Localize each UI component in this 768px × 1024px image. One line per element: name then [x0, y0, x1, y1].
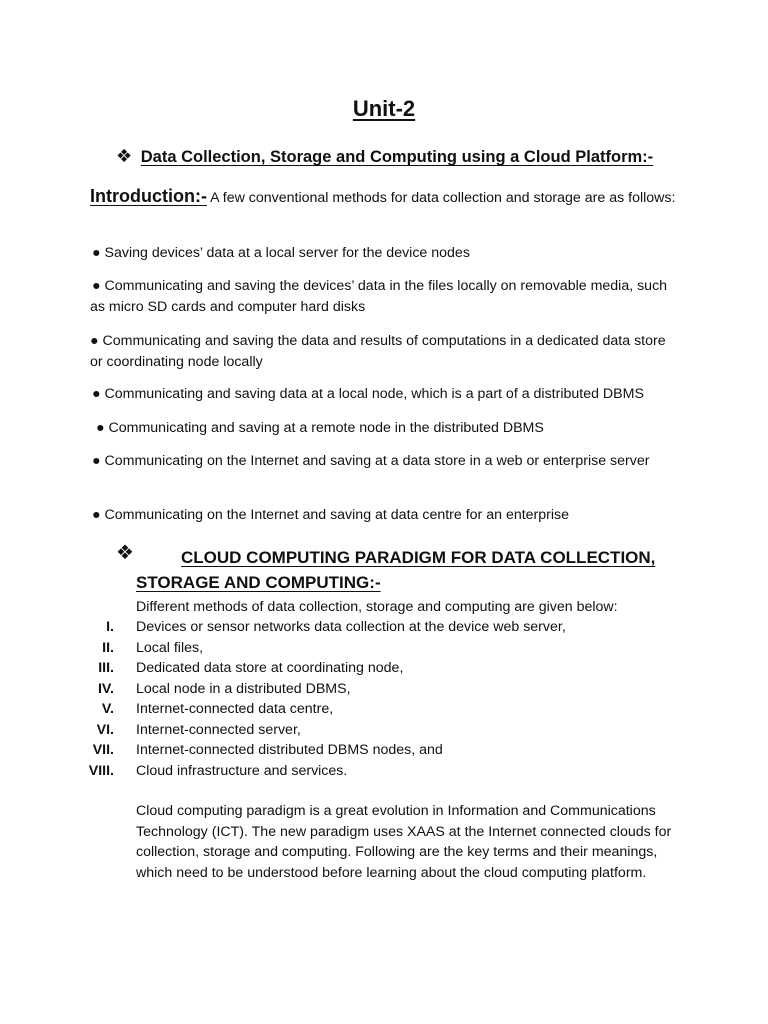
list-number: III.	[98, 660, 114, 676]
list-item	[80, 761, 680, 782]
list-text: Internet-connected distributed DBMS nodes, and	[136, 742, 443, 758]
cloud-paradigm-paragraph: Cloud computing paradigm is a great evolution in Information and Communications Technology (ICT). The new paradigm uses XAAS at the Internet connected clouds for collection, storage and computing. Following are the key terms and their meanings, which need to be understood before learning about the cloud computing platform.	[136, 803, 672, 881]
diamond-bullet-icon: ❖	[116, 542, 134, 564]
list-text: Local files,	[136, 639, 204, 656]
bullet-item: ● Saving devices’ data at a local server for the device nodes	[92, 245, 470, 261]
bullet-item: ● Communicating and saving the devices’ data in the files locally on removable media, such as micro SD cards and computer hard disks	[90, 278, 668, 315]
list-item	[80, 740, 680, 761]
list-item	[80, 617, 680, 638]
list-text: Internet-connected data centre,	[136, 701, 334, 717]
bullet-item: ● Communicating on the Internet and saving at data centre for an enterprise	[92, 507, 570, 523]
list-text: Devices or sensor networks data collection at the device web server,	[136, 619, 566, 635]
section-heading-data-collection	[116, 146, 653, 167]
list-item	[80, 720, 680, 741]
section-heading-text: Data Collection, Storage and Computing using a Cloud Platform:-	[140, 148, 654, 166]
methods-intro-text: Different methods of data collection, storage and computing are given below:	[136, 599, 618, 615]
list-number: VI.	[96, 721, 114, 738]
list-item	[80, 679, 680, 700]
list-item	[80, 658, 680, 679]
list-text: Dedicated data store at coordinating node,	[136, 660, 404, 676]
introduction-paragraph	[90, 186, 680, 209]
list-item	[80, 638, 680, 659]
list-text: Local node in a distributed DBMS,	[136, 680, 351, 697]
list-number: VII.	[92, 742, 114, 758]
page-title: Unit-2	[352, 96, 416, 121]
bullet-item: ● Communicating and saving data at a local node, which is a part of a distributed DBMS	[92, 386, 644, 402]
methods-list	[80, 617, 680, 781]
bullet-item: ● Communicating on the Internet and saving at a data store in a web or enterprise server	[92, 453, 650, 469]
list-number: IV.	[97, 680, 114, 697]
list-text: Cloud infrastructure and services.	[136, 762, 348, 779]
list-item	[80, 699, 680, 720]
list-text: Internet-connected server,	[136, 721, 301, 738]
diamond-bullet-icon: ❖	[116, 146, 133, 166]
list-number: I.	[106, 619, 114, 635]
list-number: V.	[101, 701, 114, 717]
list-number: II.	[102, 639, 114, 656]
bullet-item: ● Communicating and saving at a remote node in the distributed DBMS	[96, 420, 544, 436]
introduction-text: A few conventional methods for data collection and storage are as follows:	[206, 190, 676, 206]
list-number: VIII.	[88, 762, 114, 779]
introduction-label: Introduction:-	[90, 186, 207, 206]
bullet-item: ● Communicating and saving the data and results of computations in a dedicated data store or coordinating node locally	[90, 333, 666, 370]
section-heading-cloud-paradigm: CLOUD COMPUTING PARADIGM FOR DATA COLLECTION, STORAGE AND COMPUTING:-	[136, 548, 656, 592]
